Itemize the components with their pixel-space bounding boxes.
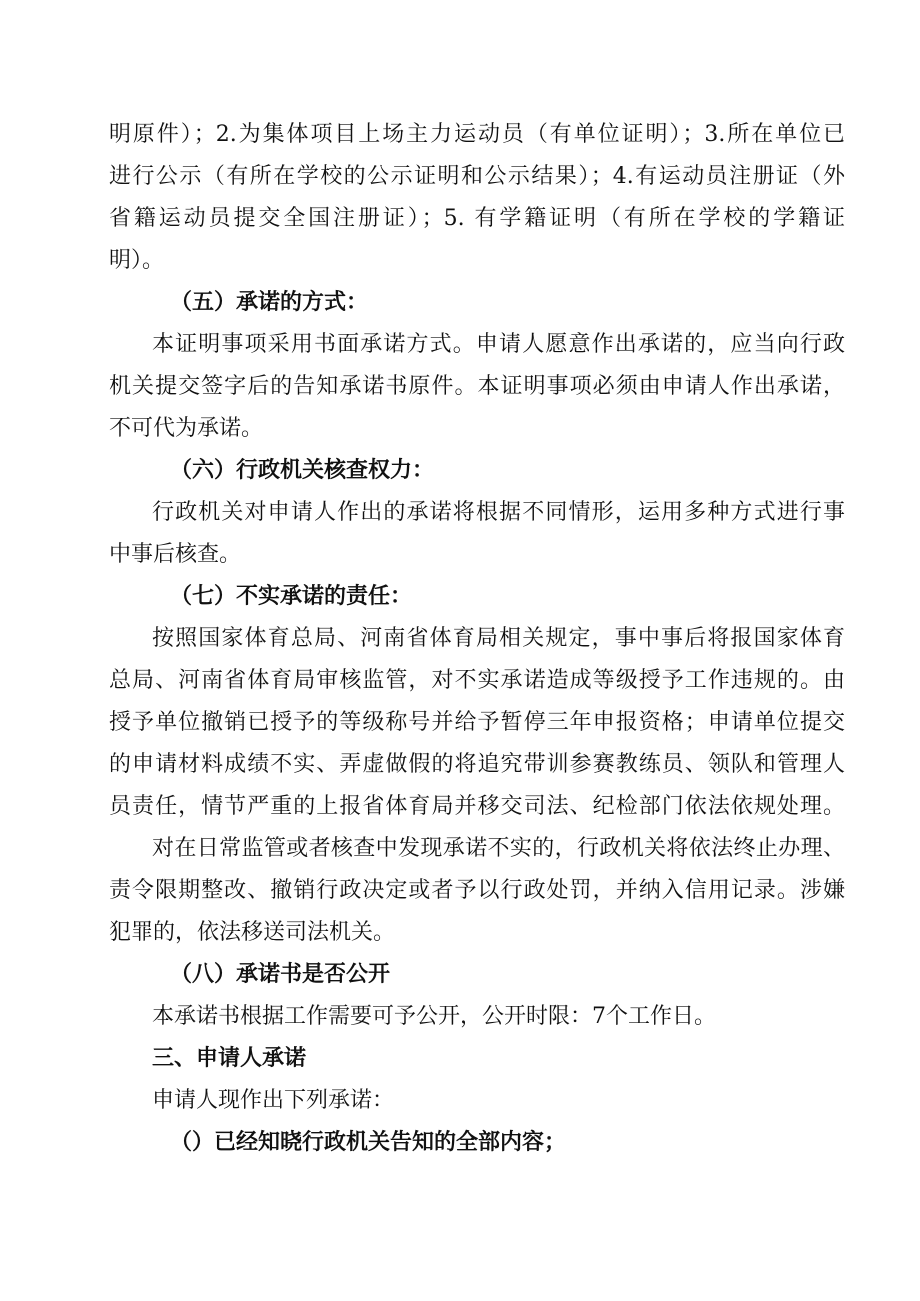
paragraph-line: 本证明事项采用书面承诺方式。申请人愿意作出承诺的，应当向行政 xyxy=(152,332,845,357)
section-heading-8: （八）承诺书是否公开 xyxy=(170,962,391,987)
section-heading-6: （六）行政机关核查权力： xyxy=(170,458,435,483)
paragraph-line: 进行公示（有所在学校的公示证明和公示结果）；4.有运动员注册证（外 xyxy=(109,164,845,189)
paragraph-line: 授予单位撤销已授予的等级称号并给予暂停三年申报资格；申请单位提交 xyxy=(109,710,845,735)
paragraph-line: 犯罪的，依法移送司法机关。 xyxy=(109,920,396,945)
paragraph-line: 机关提交签字后的告知承诺书原件。本证明事项必须由申请人作出承诺， xyxy=(109,374,845,399)
paragraph-line: 明）。 xyxy=(109,248,165,273)
paragraph-line: 不可代为承诺。 xyxy=(109,416,264,441)
paragraph-line: 省籍运动员提交全国注册证）；5. 有学籍证明（有所在学校的学籍证 xyxy=(109,206,845,231)
paragraph-line: 责令限期整改、撤销行政决定或者予以行政处罚，并纳入信用记录。涉嫌 xyxy=(109,878,845,903)
paragraph-line: 对在日常监管或者核查中发现承诺不实的，行政机关将依法终止办理、 xyxy=(152,836,845,861)
section-heading-7: （七）不实承诺的责任： xyxy=(170,584,413,609)
section-heading-3: 三、申请人承诺 xyxy=(152,1046,307,1071)
paragraph-line: 员责任，情节严重的上报省体育局并移交司法、纪检部门依法依规处理。 xyxy=(109,794,845,819)
paragraph-line: 按照国家体育总局、河南省体育局相关规定，事中事后将报国家体育 xyxy=(152,626,845,651)
paragraph-line: 总局、河南省体育局审核监管，对不实承诺造成等级授予工作违规的。由 xyxy=(109,668,845,693)
paragraph-line: 中事后核查。 xyxy=(109,542,242,567)
paragraph-line: 行政机关对申请人作出的承诺将根据不同情形，运用多种方式进行事 xyxy=(152,500,845,525)
paragraph-line: 本承诺书根据工作需要可予公开，公开时限：7个工作日。 xyxy=(152,1004,716,1029)
paragraph-line: 申请人现作出下列承诺： xyxy=(152,1088,395,1113)
commitment-item: （）已经知晓行政机关告知的全部内容； xyxy=(170,1130,567,1155)
paragraph-line: 明原件）；2.为集体项目上场主力运动员（有单位证明）；3.所在单位已 xyxy=(109,122,845,147)
section-heading-5: （五）承诺的方式： xyxy=(170,290,369,315)
paragraph-line: 的申请材料成绩不实、弄虚做假的将追究带训参赛教练员、领队和管理人 xyxy=(109,752,845,777)
